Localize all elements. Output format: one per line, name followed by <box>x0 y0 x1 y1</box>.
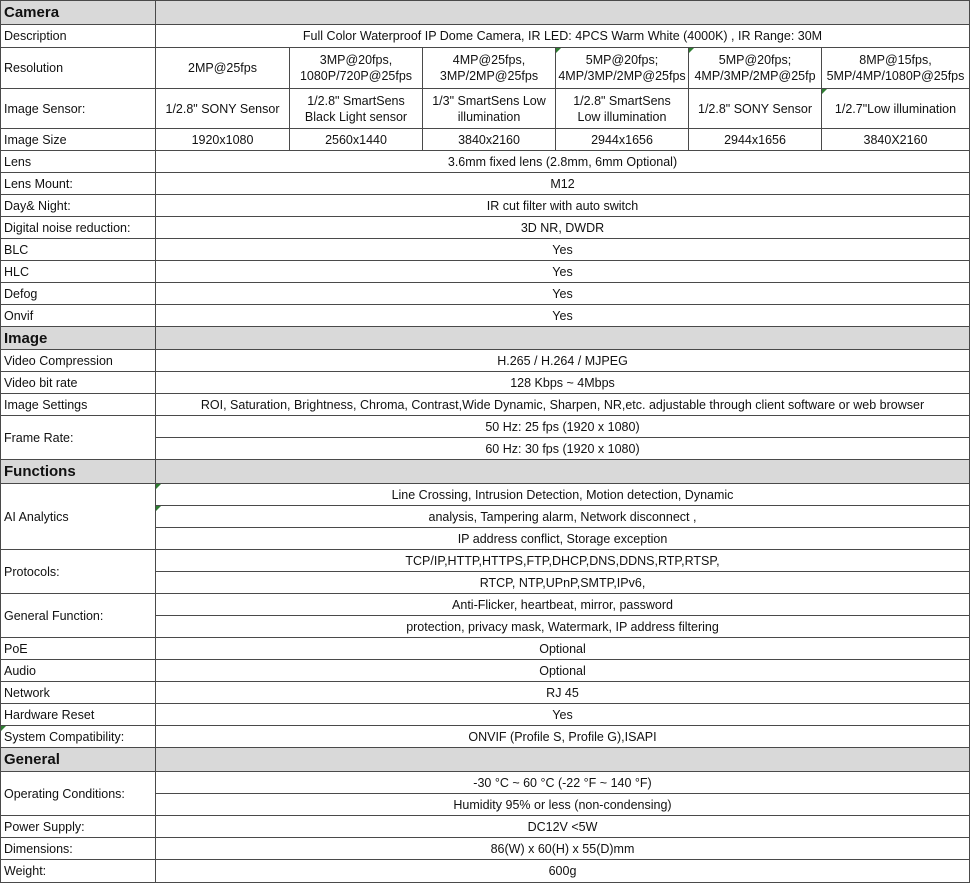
compression-value-text: H.265 / H.264 / MJPEG <box>497 353 628 368</box>
blc-label-text: BLC <box>4 242 29 257</box>
size-model-6 <box>822 129 970 151</box>
description-value-text: Full Color Waterproof IP Dome Camera, IR LED: 4PCS Warm White (4000K) , IR Range: 30M <box>302 29 823 43</box>
description-label-text: Description <box>4 29 67 43</box>
onvif-label <box>0 305 156 327</box>
operating-value-2-text: Humidity 95% or less (non-condensing) <box>453 797 672 812</box>
power-value-text: DC12V <5W <box>527 819 598 834</box>
reset-label <box>0 704 156 726</box>
operating-value-1 <box>156 772 970 794</box>
audio-value-text: Optional <box>539 663 586 678</box>
lens-label-text: Lens <box>4 154 32 169</box>
description-label <box>0 25 156 48</box>
lens-value <box>156 151 970 173</box>
section-header-general-text: General <box>4 751 60 768</box>
general-label <box>0 594 156 638</box>
resolution-model-3-text: 4MP@25fps, 3MP/2MP@25fps <box>439 53 539 83</box>
operating-label <box>0 772 156 816</box>
general-value-1-text: Anti-Flicker, heartbeat, mirror, password <box>452 597 673 612</box>
defog-value-text: Yes <box>552 286 573 301</box>
bitrate-label <box>0 372 156 394</box>
lens-label <box>0 151 156 173</box>
dimensions-value-text: 86(W) x 60(H) x 55(D)mm <box>490 841 635 856</box>
size-model-5-text: 2944x1656 <box>724 132 786 147</box>
power-label <box>0 816 156 838</box>
general-value-2 <box>156 616 970 638</box>
resolution-model-6 <box>822 48 970 89</box>
operating-value-2 <box>156 794 970 816</box>
defog-value <box>156 283 970 305</box>
framerate-value-2-text: 60 Hz: 30 fps (1920 x 1080) <box>485 441 640 456</box>
protocols-label <box>0 550 156 594</box>
settings-value-text: ROI, Saturation, Brightness, Chroma, Contrast,Wide Dynamic, Sharpen, NR,etc. adjustable through client software or web browser <box>200 397 925 412</box>
sensor-model-1 <box>156 89 290 129</box>
onvif-label-text: Onvif <box>4 308 34 323</box>
section-header-functions-text: Functions <box>4 463 76 480</box>
ai-value-1-text: Line Crossing, Intrusion Detection, Motion detection, Dynamic <box>391 487 734 502</box>
mount-value <box>156 173 970 195</box>
dnr-label-text: Digital noise reduction: <box>4 220 131 235</box>
daynight-label-text: Day& Night: <box>4 198 71 213</box>
network-value-text: RJ 45 <box>546 685 579 700</box>
power-label-text: Power Supply: <box>4 819 85 834</box>
section-header-camera-text: Camera <box>4 4 60 21</box>
framerate-value-2 <box>156 438 970 460</box>
size-label-text: Image Size <box>4 132 67 147</box>
bitrate-label-text: Video bit rate <box>4 375 78 390</box>
ai-label-text: AI Analytics <box>4 509 69 524</box>
general-value-1 <box>156 594 970 616</box>
size-model-4 <box>556 129 689 151</box>
cell-comment-marker <box>689 48 694 53</box>
section-header-general <box>0 748 156 772</box>
network-label <box>0 682 156 704</box>
bitrate-value <box>156 372 970 394</box>
compat-value-text: ONVIF (Profile S, Profile G),ISAPI <box>468 729 657 744</box>
cell-comment-marker <box>1 726 6 731</box>
daynight-label <box>0 195 156 217</box>
operating-label-text: Operating Conditions: <box>4 786 125 801</box>
hlc-label-text: HLC <box>4 264 30 279</box>
resolution-model-2 <box>290 48 423 89</box>
resolution-model-2-text: 3MP@20fps, 1080P/720P@25fps <box>299 53 413 83</box>
weight-label-text: Weight: <box>4 864 47 878</box>
size-model-2-text: 2560x1440 <box>325 132 387 147</box>
framerate-value-1-text: 50 Hz: 25 fps (1920 x 1080) <box>485 419 640 434</box>
weight-value <box>156 860 970 883</box>
resolution-model-6-text: 8MP@15fps, 5MP/4MP/1080P@25fps <box>826 53 965 83</box>
description-value <box>156 25 970 48</box>
resolution-label-text: Resolution <box>4 61 64 75</box>
size-label <box>0 129 156 151</box>
power-value <box>156 816 970 838</box>
dnr-value-text: 3D NR, DWDR <box>520 220 605 235</box>
size-model-4-text: 2944x1656 <box>591 132 653 147</box>
ai-value-1 <box>156 484 970 506</box>
sensor-label-text: Image Sensor: <box>4 101 86 116</box>
compression-value <box>156 350 970 372</box>
weight-value-text: 600g <box>548 864 577 878</box>
ai-value-3 <box>156 528 970 550</box>
resolution-model-1-text: 2MP@25fps <box>188 61 257 75</box>
poe-value-text: Optional <box>539 641 586 656</box>
ai-label <box>0 484 156 550</box>
reset-value <box>156 704 970 726</box>
settings-label-text: Image Settings <box>4 397 88 412</box>
resolution-model-4 <box>556 48 689 89</box>
resolution-model-5-text: 5MP@20fps; 4MP/3MP/2MP@25fp <box>694 53 816 83</box>
mount-label <box>0 173 156 195</box>
resolution-label <box>0 48 156 89</box>
defog-label-text: Defog <box>4 286 38 301</box>
cell-comment-marker <box>156 484 161 489</box>
compat-value <box>156 726 970 748</box>
dnr-label <box>0 217 156 239</box>
hlc-value <box>156 261 970 283</box>
protocols-value-2-text: RTCP, NTP,UPnP,SMTP,IPv6, <box>479 575 646 590</box>
section-header-image-fill <box>156 327 970 350</box>
sensor-model-4 <box>556 89 689 129</box>
bitrate-value-text: 128 Kbps ~ 4Mbps <box>510 375 615 390</box>
sensor-model-2-text: 1/2.8" SmartSens Black Light sensor <box>304 93 408 124</box>
protocols-value-2 <box>156 572 970 594</box>
general-label-text: General Function: <box>4 608 104 623</box>
reset-value-text: Yes <box>552 707 573 722</box>
size-model-1-text: 1920x1080 <box>191 132 254 147</box>
poe-label <box>0 638 156 660</box>
sensor-model-5-text: 1/2.8" SONY Sensor <box>698 101 812 116</box>
general-value-2-text: protection, privacy mask, Watermark, IP address filtering <box>406 619 719 634</box>
blc-label <box>0 239 156 261</box>
onvif-value <box>156 305 970 327</box>
network-value <box>156 682 970 704</box>
size-model-1 <box>156 129 290 151</box>
protocols-label-text: Protocols: <box>4 564 60 579</box>
ai-value-2-text: analysis, Tampering alarm, Network disconnect , <box>428 509 697 524</box>
dnr-value <box>156 217 970 239</box>
blc-value <box>156 239 970 261</box>
cell-comment-marker <box>156 506 161 511</box>
sensor-model-6 <box>822 89 970 129</box>
hlc-label <box>0 261 156 283</box>
dimensions-label <box>0 838 156 860</box>
reset-label-text: Hardware Reset <box>4 707 95 722</box>
sensor-label <box>0 89 156 129</box>
audio-value <box>156 660 970 682</box>
section-header-camera-fill <box>156 0 970 25</box>
resolution-model-4-text: 5MP@20fps; 4MP/3MP/2MP@25fps <box>558 53 686 83</box>
protocols-value-1-text: TCP/IP,HTTP,HTTPS,FTP,DHCP,DNS,DDNS,RTP,RTSP, <box>405 553 720 568</box>
audio-label <box>0 660 156 682</box>
compat-label <box>0 726 156 748</box>
poe-value <box>156 638 970 660</box>
settings-label <box>0 394 156 416</box>
resolution-model-5 <box>689 48 822 89</box>
network-label-text: Network <box>4 685 50 700</box>
ai-value-3-text: IP address conflict, Storage exception <box>457 531 668 546</box>
ai-value-2 <box>156 506 970 528</box>
resolution-model-3 <box>423 48 556 89</box>
hlc-value-text: Yes <box>552 264 573 279</box>
section-header-image-text: Image <box>4 329 48 347</box>
sensor-model-1-text: 1/2.8" SONY Sensor <box>165 101 280 116</box>
cell-comment-marker <box>822 89 827 94</box>
mount-label-text: Lens Mount: <box>4 176 73 191</box>
dimensions-value <box>156 838 970 860</box>
protocols-value-1 <box>156 550 970 572</box>
mount-value-text: M12 <box>550 176 575 191</box>
daynight-value <box>156 195 970 217</box>
section-header-functions <box>0 460 156 484</box>
sensor-model-6-text: 1/2.7"Low illumination <box>834 101 957 116</box>
size-model-6-text: 3840X2160 <box>863 132 928 147</box>
section-header-functions-fill <box>156 460 970 484</box>
daynight-value-text: IR cut filter with auto switch <box>486 198 639 213</box>
lens-value-text: 3.6mm fixed lens (2.8mm, 6mm Optional) <box>447 154 678 169</box>
section-header-image <box>0 327 156 350</box>
sensor-model-3 <box>423 89 556 129</box>
compression-label <box>0 350 156 372</box>
weight-label <box>0 860 156 883</box>
settings-value <box>156 394 970 416</box>
defog-label <box>0 283 156 305</box>
sensor-model-5 <box>689 89 822 129</box>
size-model-3-text: 3840x2160 <box>458 132 520 147</box>
section-header-camera <box>0 0 156 25</box>
sensor-model-3-text: 1/3" SmartSens Low illumination <box>432 93 546 124</box>
size-model-3 <box>423 129 556 151</box>
operating-value-1-text: -30 °C ~ 60 °C (-22 °F ~ 140 °F) <box>473 775 652 790</box>
section-header-general-fill <box>156 748 970 772</box>
poe-label-text: PoE <box>4 641 28 656</box>
framerate-label <box>0 416 156 460</box>
onvif-value-text: Yes <box>552 308 573 323</box>
dimensions-label-text: Dimensions: <box>4 841 73 856</box>
framerate-label-text: Frame Rate: <box>4 430 74 445</box>
compat-label-text: System Compatibility: <box>4 729 125 744</box>
sensor-model-4-text: 1/2.8" SmartSens Low illumination <box>573 93 671 124</box>
audio-label-text: Audio <box>4 663 36 678</box>
sensor-model-2 <box>290 89 423 129</box>
compression-label-text: Video Compression <box>4 353 113 368</box>
resolution-model-1 <box>156 48 290 89</box>
size-model-2 <box>290 129 423 151</box>
framerate-value-1 <box>156 416 970 438</box>
cell-comment-marker <box>556 48 561 53</box>
blc-value-text: Yes <box>552 242 573 257</box>
size-model-5 <box>689 129 822 151</box>
